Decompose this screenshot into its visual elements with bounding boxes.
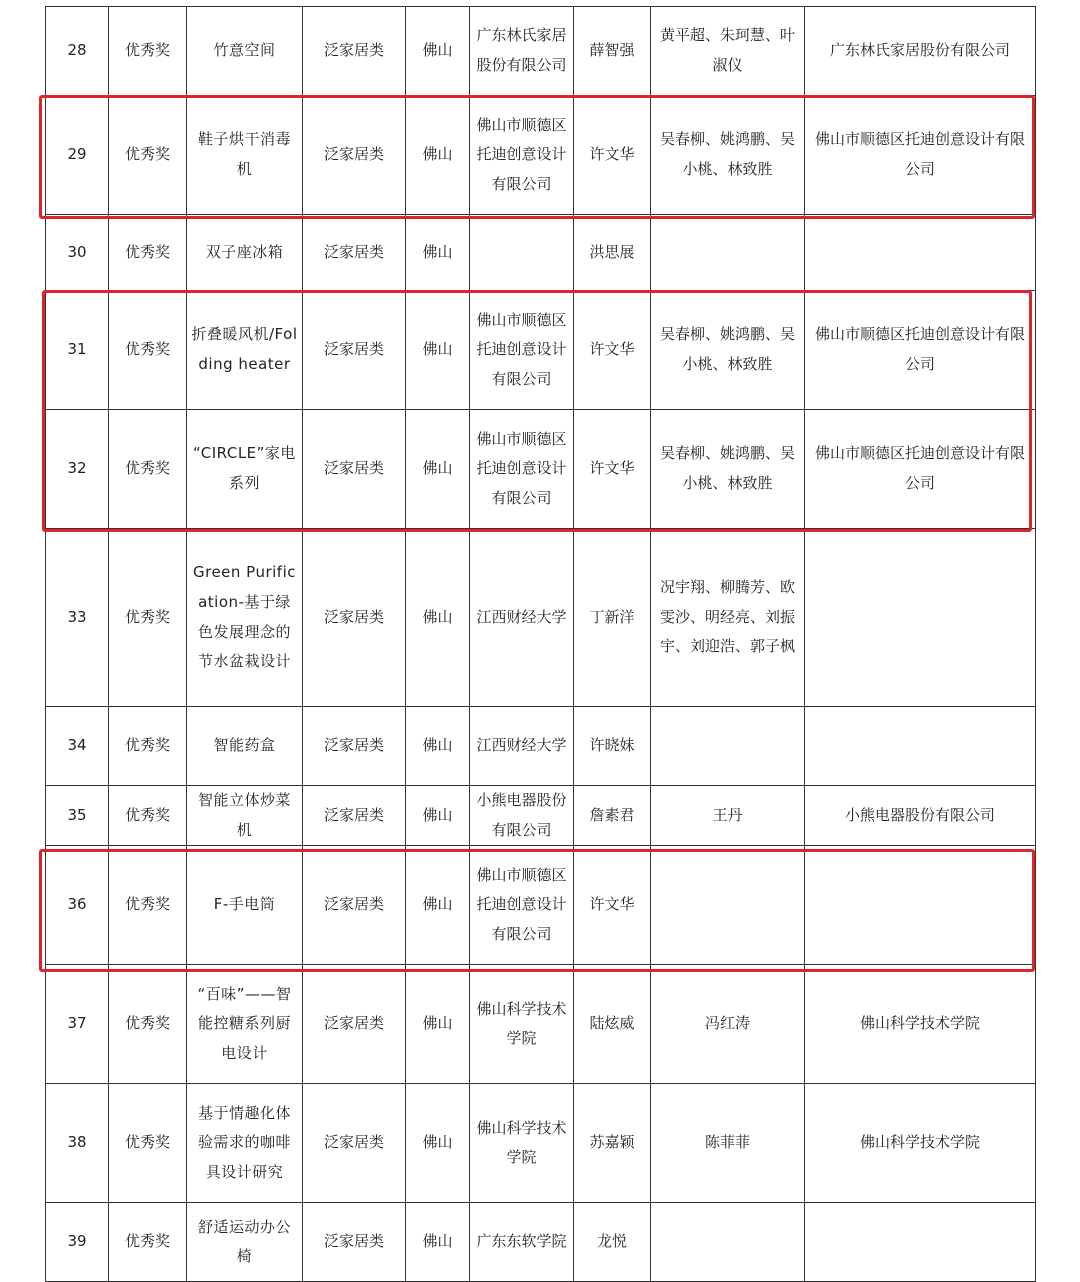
cell-title: “CIRCLE”家电系列 — [187, 410, 303, 529]
cell-title: 折叠暖风机/Folding heater — [187, 291, 303, 410]
cell-category: 泛家居类 — [303, 529, 406, 707]
table-row — [46, 1084, 1036, 1203]
cell-title: 舒适运动办公椅 — [187, 1203, 303, 1282]
cell-designer: 洪思展 — [574, 215, 651, 291]
cell-no: 36 — [46, 846, 109, 965]
cell-unit: 小熊电器股份有限公司 — [470, 786, 574, 846]
cell-team: 吴春柳、姚鸿鹏、吴小桃、林致胜 — [651, 410, 805, 529]
table-row — [46, 7, 1036, 96]
cell-team — [651, 846, 805, 965]
cell-city: 佛山 — [406, 7, 470, 96]
cell-no: 38 — [46, 1084, 109, 1203]
cell-company: 佛山市顺德区托迪创意设计有限公司 — [805, 96, 1036, 215]
cell-designer: 许文华 — [574, 846, 651, 965]
cell-company: 小熊电器股份有限公司 — [805, 786, 1036, 846]
cell-city: 佛山 — [406, 215, 470, 291]
cell-team: 吴春柳、姚鸿鹏、吴小桃、林致胜 — [651, 291, 805, 410]
cell-city: 佛山 — [406, 1203, 470, 1282]
cell-title: 智能药盒 — [187, 707, 303, 786]
cell-award: 优秀奖 — [109, 965, 187, 1084]
cell-company: 广东林氏家居股份有限公司 — [805, 7, 1036, 96]
cell-team: 冯红涛 — [651, 965, 805, 1084]
cell-category: 泛家居类 — [303, 707, 406, 786]
table-row — [46, 965, 1036, 1084]
cell-no: 29 — [46, 96, 109, 215]
cell-no: 33 — [46, 529, 109, 707]
cell-city: 佛山 — [406, 707, 470, 786]
cell-unit: 佛山市顺德区托迪创意设计有限公司 — [470, 410, 574, 529]
cell-title: “百味”——智能控糖系列厨电设计 — [187, 965, 303, 1084]
cell-award: 优秀奖 — [109, 707, 187, 786]
cell-title: Green Purification-基于绿色发展理念的节水盆栽设计 — [187, 529, 303, 707]
cell-designer: 许文华 — [574, 410, 651, 529]
awards-table-body — [46, 7, 1036, 1282]
table-row — [46, 846, 1036, 965]
cell-title: 智能立体炒菜机 — [187, 786, 303, 846]
cell-company: 佛山市顺德区托迪创意设计有限公司 — [805, 410, 1036, 529]
cell-city: 佛山 — [406, 96, 470, 215]
cell-category: 泛家居类 — [303, 410, 406, 529]
cell-no: 28 — [46, 7, 109, 96]
table-row — [46, 291, 1036, 410]
cell-city: 佛山 — [406, 846, 470, 965]
cell-designer: 苏嘉颖 — [574, 1084, 651, 1203]
cell-team — [651, 1203, 805, 1282]
cell-category: 泛家居类 — [303, 1084, 406, 1203]
cell-no: 34 — [46, 707, 109, 786]
cell-team: 况宇翔、柳腾芳、欧雯沙、明经亮、刘振宇、刘迎浩、郭子枫 — [651, 529, 805, 707]
cell-unit: 佛山市顺德区托迪创意设计有限公司 — [470, 96, 574, 215]
cell-title: 竹意空间 — [187, 7, 303, 96]
cell-no: 37 — [46, 965, 109, 1084]
cell-team — [651, 215, 805, 291]
cell-no: 32 — [46, 410, 109, 529]
cell-company: 佛山科学技术学院 — [805, 965, 1036, 1084]
cell-company — [805, 529, 1036, 707]
cell-city: 佛山 — [406, 410, 470, 529]
cell-category: 泛家居类 — [303, 96, 406, 215]
cell-team: 吴春柳、姚鸿鹏、吴小桃、林致胜 — [651, 96, 805, 215]
cell-team: 陈菲菲 — [651, 1084, 805, 1203]
cell-award: 优秀奖 — [109, 529, 187, 707]
cell-award: 优秀奖 — [109, 215, 187, 291]
cell-no: 35 — [46, 786, 109, 846]
cell-category: 泛家居类 — [303, 965, 406, 1084]
cell-unit: 佛山市顺德区托迪创意设计有限公司 — [470, 846, 574, 965]
cell-award: 优秀奖 — [109, 291, 187, 410]
cell-company — [805, 215, 1036, 291]
cell-company — [805, 1203, 1036, 1282]
cell-category: 泛家居类 — [303, 786, 406, 846]
cell-company — [805, 846, 1036, 965]
cell-no: 39 — [46, 1203, 109, 1282]
cell-city: 佛山 — [406, 529, 470, 707]
cell-team: 王丹 — [651, 786, 805, 846]
cell-award: 优秀奖 — [109, 846, 187, 965]
cell-award: 优秀奖 — [109, 410, 187, 529]
cell-unit: 广东东软学院 — [470, 1203, 574, 1282]
cell-unit: 佛山科学技术学院 — [470, 1084, 574, 1203]
cell-award: 优秀奖 — [109, 96, 187, 215]
table-row — [46, 1203, 1036, 1282]
cell-company — [805, 707, 1036, 786]
cell-city: 佛山 — [406, 965, 470, 1084]
cell-designer: 詹素君 — [574, 786, 651, 846]
cell-award: 优秀奖 — [109, 786, 187, 846]
cell-designer: 龙悦 — [574, 1203, 651, 1282]
cell-category: 泛家居类 — [303, 7, 406, 96]
cell-designer: 丁新洋 — [574, 529, 651, 707]
cell-category: 泛家居类 — [303, 215, 406, 291]
cell-no: 30 — [46, 215, 109, 291]
cell-title: 双子座冰箱 — [187, 215, 303, 291]
cell-unit: 广东林氏家居股份有限公司 — [470, 7, 574, 96]
table-row — [46, 529, 1036, 707]
table-row — [46, 96, 1036, 215]
cell-city: 佛山 — [406, 291, 470, 410]
cell-category: 泛家居类 — [303, 291, 406, 410]
cell-team: 黄平超、朱珂慧、叶淑仪 — [651, 7, 805, 96]
cell-title: 基于情趣化体验需求的咖啡具设计研究 — [187, 1084, 303, 1203]
cell-designer: 薛智强 — [574, 7, 651, 96]
cell-award: 优秀奖 — [109, 1203, 187, 1282]
cell-designer: 许文华 — [574, 291, 651, 410]
table-row — [46, 786, 1036, 846]
cell-city: 佛山 — [406, 786, 470, 846]
cell-company: 佛山市顺德区托迪创意设计有限公司 — [805, 291, 1036, 410]
cell-unit — [470, 215, 574, 291]
cell-designer: 许晓妹 — [574, 707, 651, 786]
cell-company: 佛山科学技术学院 — [805, 1084, 1036, 1203]
cell-designer: 陆炫威 — [574, 965, 651, 1084]
cell-title: 鞋子烘干消毒机 — [187, 96, 303, 215]
cell-unit: 江西财经大学 — [470, 707, 574, 786]
cell-award: 优秀奖 — [109, 7, 187, 96]
cell-unit: 佛山市顺德区托迪创意设计有限公司 — [470, 291, 574, 410]
table-row — [46, 707, 1036, 786]
cell-title: F-手电筒 — [187, 846, 303, 965]
cell-unit: 佛山科学技术学院 — [470, 965, 574, 1084]
cell-category: 泛家居类 — [303, 846, 406, 965]
cell-category: 泛家居类 — [303, 1203, 406, 1282]
awards-table — [45, 6, 1036, 1282]
cell-team — [651, 707, 805, 786]
cell-city: 佛山 — [406, 1084, 470, 1203]
table-row — [46, 215, 1036, 291]
cell-unit: 江西财经大学 — [470, 529, 574, 707]
table-row — [46, 410, 1036, 529]
cell-no: 31 — [46, 291, 109, 410]
cell-designer: 许文华 — [574, 96, 651, 215]
cell-award: 优秀奖 — [109, 1084, 187, 1203]
